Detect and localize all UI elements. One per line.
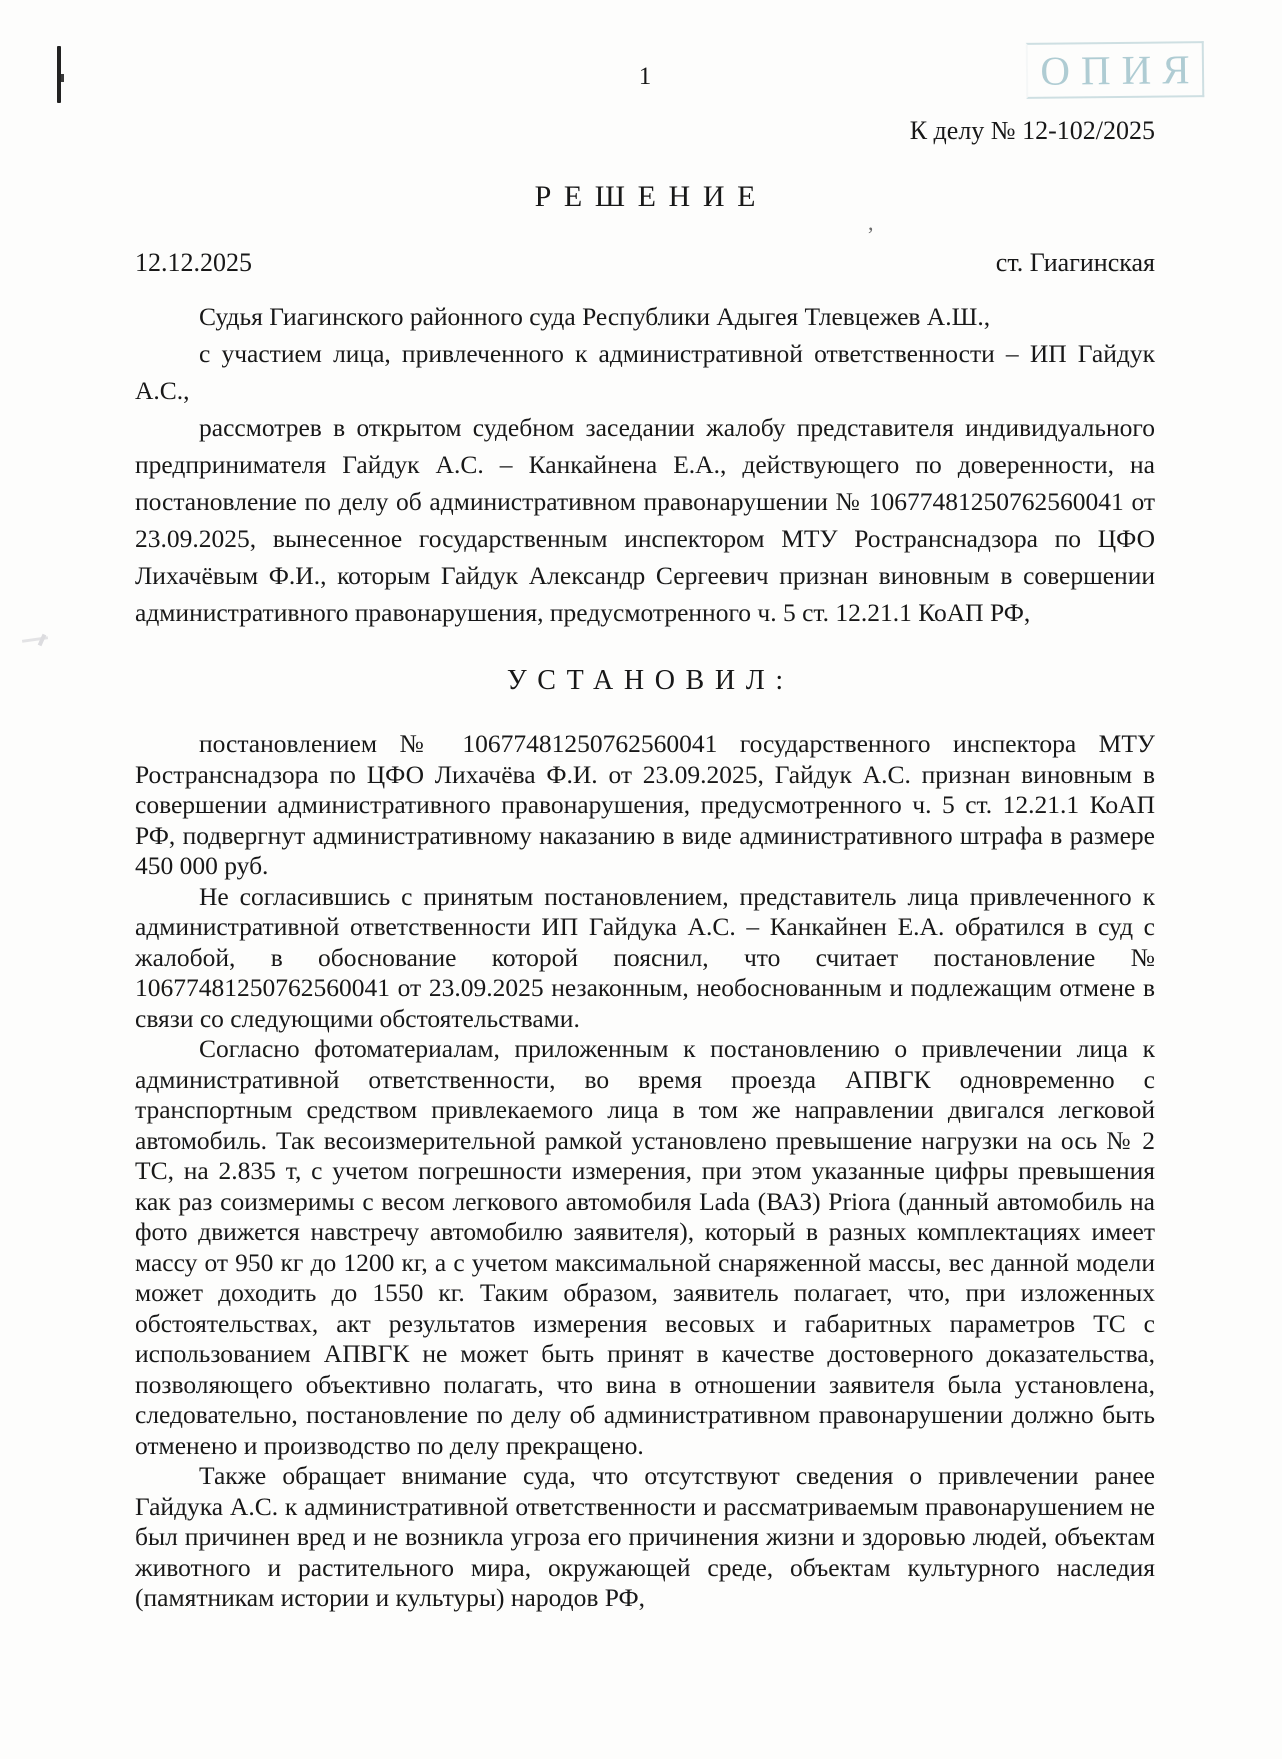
document-title: РЕШЕНИЕ [534,180,769,213]
scan-smudge [20,632,58,648]
paragraph-ruling-summary: постановлением № 10677481250762560041 государственного инспектора МТУ Ространснадзора по ЦФО Лихачёва Ф.И. от 23.09.2025, Гайдук А.С. признан виновным в совершении административного правонарушения, предусмотренного ч. 5 ст. 12.21.1 КоАП РФ, подвергнут административному наказанию в виде административного штрафа в размере 450 000 руб. [135,729,1155,880]
paragraph-photo-evidence: Согласно фотоматериалам, приложенным к постановлению о привлечении лица к административной ответственности, во время проезда АПВГК одновременно с транспортным средством привлекаемого лица в том же направлении двигался легковой автомобиль. Так весоизмерительной рамкой установлено превышение нагрузки на ось № 2 ТС, на 2.835 т, с учетом погрешности измерения, при этом указанные цифры превышения как раз соизмеримы с весом легкового автомобиля Lada (ВАЗ) Priora (данный автомобиль на фото движется навстречу автомобилю заявителя), который в разных комплектациях имеет массу от 950 кг до 1200 кг, а с учетом максимальной снаряженной массы, вес данной модели может доходить до 1550 кг. Таким образом, заявитель полагает, что, при изложенных обстоятельствах, акт результатов измерения весовых и габаритных параметров ТС с использованием АПВГК не может быть принят в качестве достоверного доказательства, позволяющего объективно полагать, что вина в отношении заявителя была установлена, следовательно, постановление по делу об административном правонарушении должно быть отменено и производство по делу прекращено. [135,1034,1155,1460]
date-place-row [135,248,1155,278]
page-number: 1 [638,63,652,90]
document-content [135,62,1155,1614]
case-reference: К делу № 12-102/2025 [909,116,1155,145]
scan-speck: , [868,210,874,235]
section-heading: УСТАНОВИЛ: [506,665,794,696]
scan-artifact-line [57,46,61,103]
paragraph-no-prior-offenses: Также обращает внимание суда, что отсутствуют сведения о привлечении ранее Гайдука А.С. к административной ответственности и рассматриваемым правонарушением не был причинен вред и не возникла угроза его причинения жизни и здоровью людей, объектам животного и растительного мира, окружающей среде, объектам культурного наследия (памятникам истории и культуры) народов РФ, [135,1461,1155,1612]
paragraph-judge: Судья Гиагинского районного суда Республики Адыгея Тлевцежев А.Ш., [199,302,991,331]
document-place: ст. Гиагинская [995,248,1155,277]
paragraph-case-review: рассмотрев в открытом судебном заседании жалобу представителя индивидуального предпринимателя Гайдук А.С. – Канкайнена Е.А., действующего по доверенности, на постановление по делу об административном правонарушении № 10677481250762560041 от 23.09.2025, вынесенное государственным инспектором МТУ Ространснадзора по ЦФО Лихачёвым Ф.И., которым Гайдук Александр Сергеевич признан виновным в совершении административного правонарушения, предусмотренного ч. 5 ст. 12.21.1 КоАП РФ, [135,413,1155,627]
intro-section [135,298,1155,631]
body-section [135,729,1155,1614]
document-date: 12.12.2025 [135,248,252,277]
paragraph-participant: с участием лица, привлеченного к административной ответственности – ИП Гайдук А.С., [135,339,1155,405]
copy-stamp-text: ОПИЯ [1040,45,1201,94]
paragraph-complaint: Не согласившись с принятым постановлением, представитель лица привлеченного к административной ответственности ИП Гайдука А.С. – Канкайнен Е.А. обратился в суд с жалобой, в обоснование которой пояснил, что считает постановление № 10677481250762560041 от 23.09.2025 незаконным, необоснованным и подлежащим отмене в связи со следующими обстоятельствами. [135,881,1155,1033]
